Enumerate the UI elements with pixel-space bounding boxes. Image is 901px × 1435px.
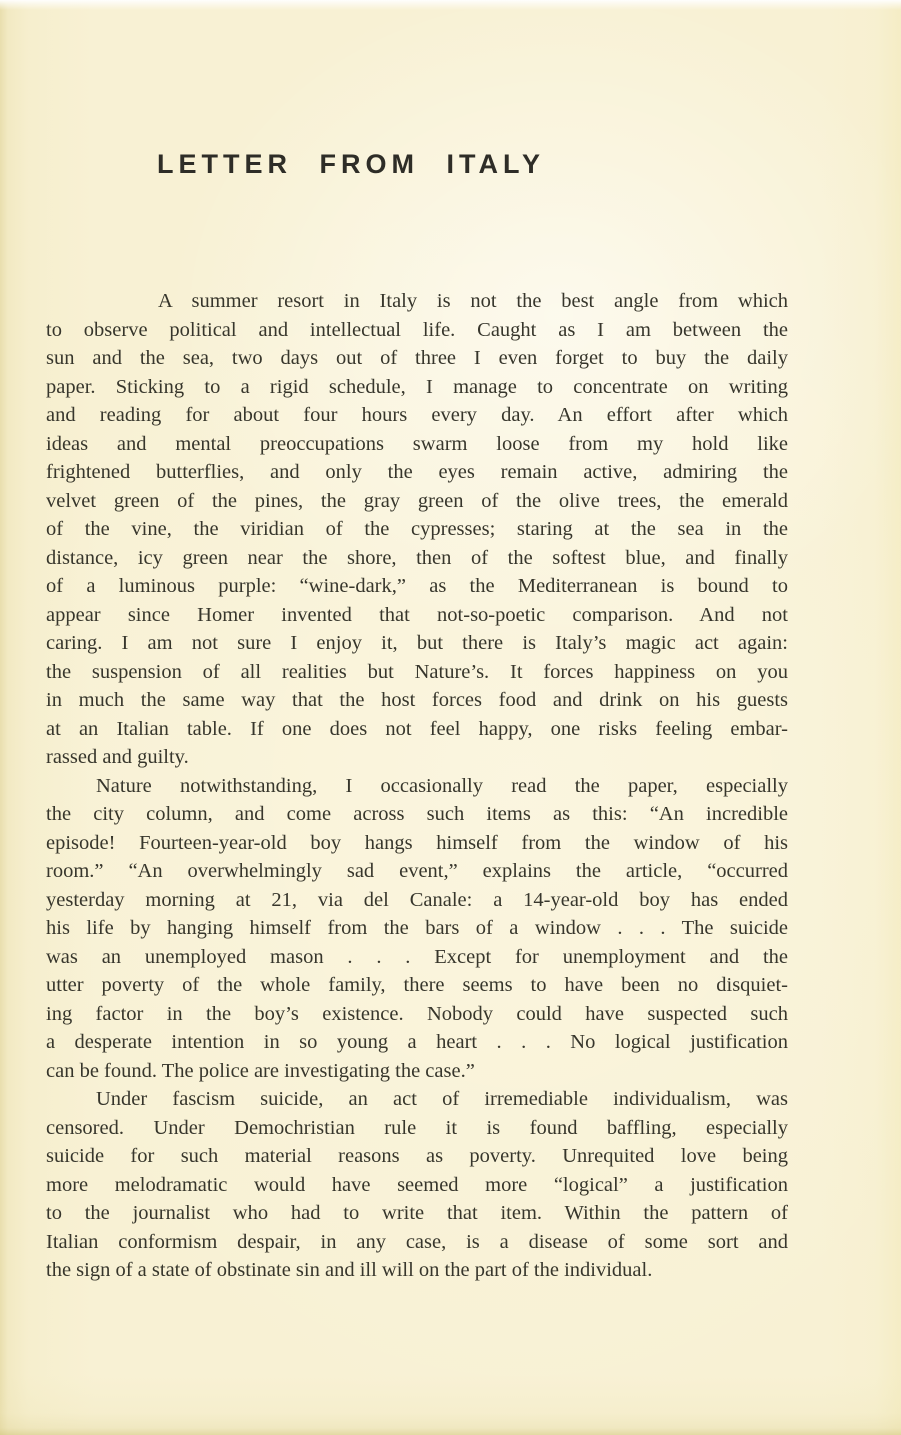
text-line: Nature notwithstanding, I occasionally read the paper, especially <box>96 774 788 797</box>
text-line: distance, icy green near the shore, then of the softest blue, and finally <box>46 546 788 569</box>
text-line: was an unemployed mason . . . Except for unemployment and the <box>46 945 788 968</box>
text-line: Italian conformism despair, in any case, is a disease of some sort and <box>46 1230 788 1253</box>
text-line: room.” “An overwhelmingly sad event,” explains the article, “occurred <box>46 860 788 882</box>
paragraph <box>46 772 788 1086</box>
text-line: the city column, and come across such items as this: “An incredible <box>46 803 788 825</box>
text-line: suicide for such material reasons as poverty. Unrequited love being <box>46 1145 788 1167</box>
text-line: A summer resort in Italy is not the best angle from which <box>158 290 788 312</box>
text-line: paper. Sticking to a rigid schedule, I manage to concentrate on writing <box>46 375 788 398</box>
text-line: at an Italian table. If one does not feel happy, one risks feeling embar- <box>46 717 788 740</box>
text-line: in much the same way that the host forces food and drink on his guests <box>46 689 788 711</box>
text-line: appear since Homer invented that not-so-poetic comparison. And not <box>46 603 788 626</box>
text-line: sun and the sea, two days out of three I even forget to buy the daily <box>46 347 788 369</box>
text-line: frightened butterflies, and only the eyes remain active, admiring the <box>46 461 788 483</box>
paragraph <box>46 1085 788 1285</box>
text-line: caring. I am not sure I enjoy it, but there is Italy’s magic act again: <box>46 632 788 654</box>
text-line: the sign of a state of obstinate sin and ill will on the part of the individual. <box>46 1259 653 1281</box>
text-line: more melodramatic would have seemed more “logical” a justification <box>46 1173 788 1196</box>
text-line: Under fascism suicide, an act of irremediable individualism, was <box>96 1088 788 1110</box>
text-line: of the vine, the viridian of the cypresses; staring at the sea in the <box>46 518 788 540</box>
text-line: ideas and mental preoccupations swarm loose from my hold like <box>46 432 788 455</box>
text-line: episode! Fourteen-year-old boy hangs himself from the window of his <box>46 831 788 854</box>
text-line: can be found. The police are investigating the case.” <box>46 1059 475 1082</box>
paragraph <box>46 287 788 772</box>
text-line: ing factor in the boy’s existence. Nobody could have suspected such <box>46 1002 788 1025</box>
text-line: to the journalist who had to write that item. Within the pattern of <box>46 1202 788 1224</box>
text-line: rassed and guilty. <box>46 746 189 768</box>
page-title: LETTER FROM ITALY <box>157 149 545 179</box>
text-line: to observe political and intellectual life. Caught as I am between the <box>46 318 788 341</box>
text-line: yesterday morning at 21, via del Canale: a 14-year-old boy has ended <box>46 888 788 911</box>
text-line: utter poverty of the whole family, there seems to have been no disquiet- <box>46 974 788 996</box>
body-text <box>46 287 788 1285</box>
text-line: his life by hanging himself from the bars of a window . . . The suicide <box>46 917 788 939</box>
text-line: velvet green of the pines, the gray green of the olive trees, the emerald <box>46 489 788 512</box>
text-line: censored. Under Demochristian rule it is found baffling, especially <box>46 1116 788 1139</box>
text-line: of a luminous purple: “wine-dark,” as the Mediterranean is bound to <box>46 575 788 597</box>
text-line: and reading for about four hours every day. An effort after which <box>46 404 788 426</box>
text-line: a desperate intention in so young a heart . . . No logical justification <box>46 1031 788 1053</box>
text-line: the suspension of all realities but Nature’s. It forces happiness on you <box>46 660 788 683</box>
